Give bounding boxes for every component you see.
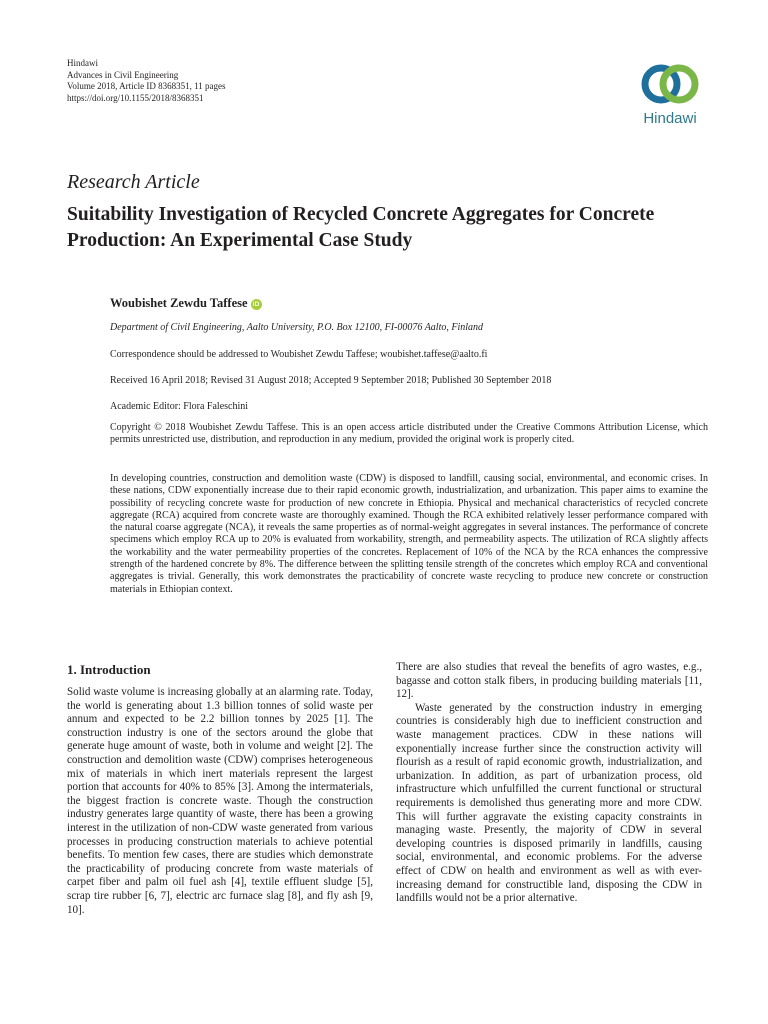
doi-link[interactable]: https://doi.org/10.1155/2018/8368351 [67,92,204,103]
abstract: In developing countries, construction and demolition waste (CDW) is disposed to landfill, causing social, environmental, and economic crises. In these nations, CDW exponentially increase due to their rapid economic growth, industrialization, and urbanization. This paper aims to examine the possibility of recycling concrete waste for production of new concrete in Ethiopia. Physical and mechanical characteristics of recycled concrete aggregate (RCA) acquired from concrete waste are thoroughly examined. Though the RCA exhibited relatively lesser performance compared with the natural coarse aggregate (NCA), it reveals the same properties as of normal-weight aggregates in several instances. The performance of concrete specimens which employ RCA up to 20% is evaluated from workability, strength, and permeability aspects. The utilization of RCA slightly affects the workability and the water permeability properties of the concretes. Replacement of 10% of the NCA by the RCA enhances the compressive strength of the hardened concrete by 8%. The difference between the splitting tensile strength of the concretes which employ RCA and conventional aggregates is trivial. Generally, this work demonstrates the practicability of concrete waste recycling to produce new concrete or construction materials in Ethiopian context. [110,473,708,595]
body-column-right [396,661,702,906]
copyright-notice: Copyright © 2018 Woubishet Zewdu Taffese. This is an open access article distributed under the Creative Commons Attribution License, which permits unrestricted use, distribution, and reproduction in any medium, provided the original work is properly cited. [110,422,708,446]
journal-name: Advances in Civil Engineering [67,69,179,80]
publication-dates: Received 16 April 2018; Revised 31 August 2018; Accepted 9 September 2018; Published 30 September 2018 [110,375,552,386]
body-paragraph: Waste generated by the construction industry in emerging countries is considerably high due to inefficient construction and waste management practices. CDW in these nations will exponentially increase further since the construction activity will flourish as a result of rapid economic growth, industrialization, and urbanization. In addition, as part of urbanization process, old infrastructure which unfulfilled the current functional or structural requirements is demolished thus generating more and more CDW. This will further aggravate the existing capacity constraints in managing waste. Presently, the majority of CDW in several developing countries is disposed primarily in landfills, causing social, environmental, and economic problems. For the adverse effect of CDW on health and environment as well as with ever-increasing demand for constructible land, disposing the CDW in landfills would not be a prior alternative. [396,701,702,905]
orcid-icon[interactable]: iD [251,299,262,310]
hindawi-rings-icon [639,60,701,108]
publisher-name: Hindawi [67,58,98,68]
body-paragraph: Solid waste volume is increasing globally at an alarming rate. Today, the world is generating about 1.3 billion tonnes of solid waste per annum and expected to be 2.2 billion tonnes by 2025 [1]. The construction industry is one of the sectors around the globe that generate huge amount of waste, both in volume and weight [2]. The construction and demolition waste (CDW) comprises heterogeneous mix of materials in which inert materials represent the largest portion that accounts for 40% to 85% [3]. Among the intermaterials, the biggest fraction is concrete waste. Though the construction industry generates large quantity of waste, there has been a growing interest in the utilization of non-CDW waste generated from various processes in producing construction materials to achieve potential benefits. To mention few cases, there are studies which demonstrate the practicability of producing concrete from waste materials of carpet fiber and palm oil fuel ash [4], textile effluent sludge [5], scrap tire rubber [6, 7], electric arc furnace slag [8], and fly ash [9, 10]. [67,686,373,916]
affiliation: Department of Civil Engineering, Aalto University, P.O. Box 12100, FI-00076 Aalto, Finland [110,322,484,333]
academic-editor: Academic Editor: Flora Faleschini [110,401,249,412]
article-type: Research Article [67,171,200,193]
masthead [67,58,225,104]
body-paragraph: There are also studies that reveal the benefits of agro wastes, e.g., bagasse and cotton stalk fibers, in producing building materials [11, 12]. [396,661,702,701]
hindawi-logo [630,60,710,130]
hindawi-wordmark: Hindawi [643,110,697,127]
section-heading-introduction: 1. Introduction [67,662,151,677]
correspondence: Correspondence should be addressed to Woubishet Zewdu Taffese; woubishet.taffese@aalto.fi [110,349,488,360]
volume-info: Volume 2018, Article ID 8368351, 11 pages [67,81,226,91]
author-line [110,296,262,311]
article-title: Suitability Investigation of Recycled Concrete Aggregates for Concrete Production: An Experimental Case Study [67,204,655,251]
author-name[interactable]: Woubishet Zewdu Taffese [110,296,248,310]
body-column-left [67,686,373,917]
